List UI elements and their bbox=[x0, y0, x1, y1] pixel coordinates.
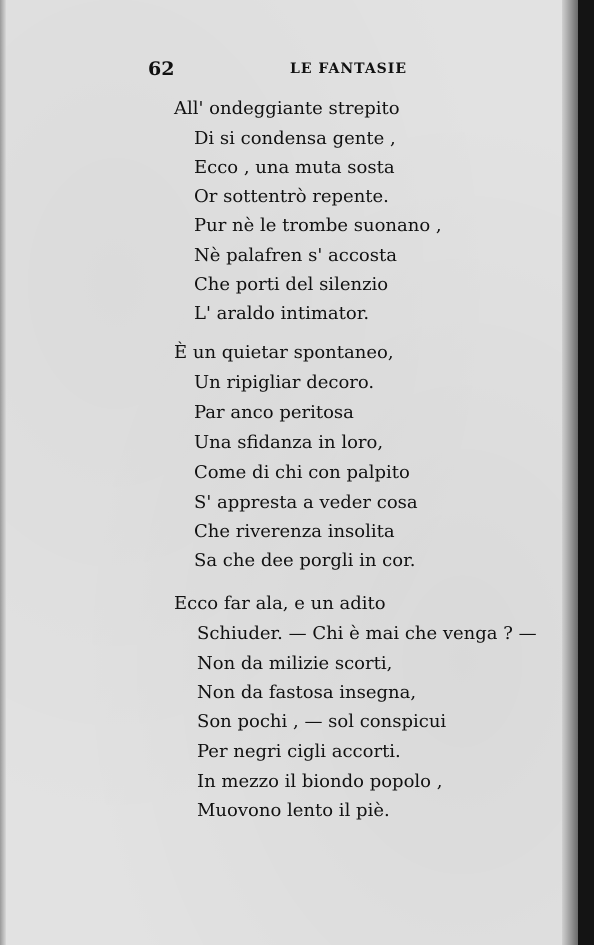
verse-line: Ecco , una muta sosta bbox=[194, 157, 395, 178]
verse-line: Non da fastosa insegna, bbox=[197, 682, 417, 703]
verse-line: Una sfidanza in loro, bbox=[194, 432, 384, 453]
verse-line: Di si condensa gente , bbox=[194, 128, 396, 149]
verse-line: Or sottentrò repente. bbox=[194, 186, 389, 207]
verse-line: Sa che dee porgli in cor. bbox=[194, 550, 416, 571]
verse-line: Come di chi con palpito bbox=[194, 462, 410, 483]
verse-line: Che riverenza insolita bbox=[194, 521, 395, 542]
verse-line: Che porti del silenzio bbox=[194, 274, 389, 295]
verse-line: Son pochi , — sol conspicui bbox=[197, 711, 447, 732]
verse-line: È un quietar spontaneo, bbox=[174, 342, 394, 363]
verse-line: Ecco far ala, e un adito bbox=[174, 593, 386, 614]
verse-line: All' ondeggiante strepito bbox=[174, 98, 400, 119]
verse-line: S' appresta a veder cosa bbox=[194, 492, 418, 513]
verse-line: Par anco peritosa bbox=[194, 402, 354, 423]
verse-line: L' araldo intimator. bbox=[194, 303, 370, 324]
verse-line: Schiuder. — Chi è mai che venga ? — bbox=[197, 623, 537, 644]
verse-line: Muovono lento il piè. bbox=[197, 800, 390, 821]
page-edge-right bbox=[562, 0, 578, 945]
verse-line: Nè palafren s' accosta bbox=[194, 245, 397, 266]
verse-line: In mezzo il biondo popolo , bbox=[197, 771, 443, 792]
page-number: 62 bbox=[148, 58, 175, 80]
page-header bbox=[0, 58, 578, 88]
page-edge-left bbox=[0, 0, 6, 945]
running-head: LE FANTASIE bbox=[290, 61, 408, 77]
verse-line: Pur nè le trombe suonano , bbox=[194, 215, 442, 236]
book-binding-shadow bbox=[578, 0, 594, 945]
verse-line: Per negri cigli accorti. bbox=[197, 741, 401, 762]
verse-line: Non da milizie scorti, bbox=[197, 653, 393, 674]
verse-line: Un ripigliar decoro. bbox=[194, 372, 375, 393]
